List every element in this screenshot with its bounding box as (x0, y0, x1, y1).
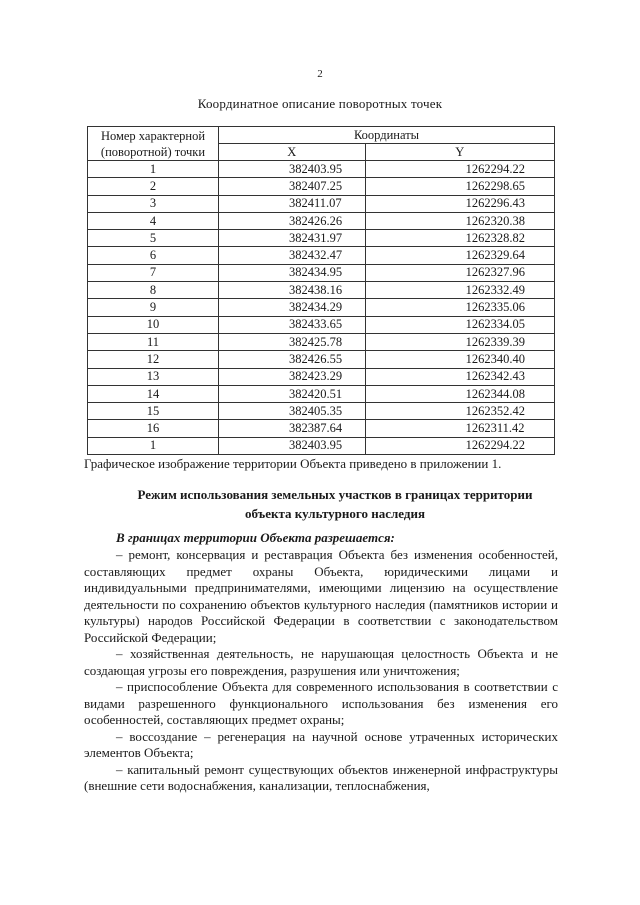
y-coordinate-cell: 1262294.22 (365, 437, 554, 454)
section-title-line1: Режим использования земельных участков в границах территории (137, 487, 533, 502)
x-coordinate-cell: 382423.29 (219, 368, 366, 385)
point-number-cell: 14 (88, 385, 219, 402)
point-number-cell: 1 (88, 437, 219, 454)
point-number-cell: 10 (88, 316, 219, 333)
y-coordinate-cell: 1262332.49 (365, 282, 554, 299)
table-row (88, 282, 555, 299)
section-title (0, 485, 640, 523)
table-title: Координатное описание поворотных точек (197, 96, 443, 111)
x-coordinate-cell: 382403.95 (219, 161, 366, 178)
point-number-cell: 16 (88, 420, 219, 437)
y-coordinate-cell: 1262334.05 (365, 316, 554, 333)
table-row (88, 403, 555, 420)
x-coordinate-cell: 382425.78 (219, 333, 366, 350)
point-number-cell: 9 (88, 299, 219, 316)
y-coordinate-cell: 1262296.43 (365, 195, 554, 212)
table-row (88, 420, 555, 437)
y-coordinate-cell: 1262329.64 (365, 247, 554, 264)
table-row (88, 264, 555, 281)
table-row (88, 316, 555, 333)
table-row (88, 351, 555, 368)
y-coordinate-cell: 1262352.42 (365, 403, 554, 420)
x-coordinate-cell: 382434.29 (219, 299, 366, 316)
table-row (88, 161, 555, 178)
allowed-list (84, 547, 558, 795)
table-row (88, 385, 555, 402)
header-coordinates: Координаты (219, 127, 555, 144)
point-number-cell: 8 (88, 282, 219, 299)
point-number-cell: 5 (88, 230, 219, 247)
x-coordinate-cell: 382426.55 (219, 351, 366, 368)
y-coordinate-cell: 1262320.38 (365, 212, 554, 229)
y-coordinate-cell: 1262339.39 (365, 333, 554, 350)
page-number: 2 (317, 68, 323, 80)
y-coordinate-cell: 1262298.65 (365, 178, 554, 195)
x-coordinate-cell: 382403.95 (219, 437, 366, 454)
table-row (88, 299, 555, 316)
table-row (88, 437, 555, 454)
x-coordinate-cell: 382387.64 (219, 420, 366, 437)
y-coordinate-cell: 1262340.40 (365, 351, 554, 368)
point-number-cell: 1 (88, 161, 219, 178)
paragraph-economic: – хозяйственная деятельность, не нарушающая целостность Объекта и не создающая угрозы его повреждения, разрушения или уничтожения; (84, 646, 558, 678)
y-coordinate-cell: 1262342.43 (365, 368, 554, 385)
table-row (88, 178, 555, 195)
paragraph-capital-repair: – капитальный ремонт существующих объектов инженерной инфраструктуры (внешние сети водоснабжения, канализации, теплоснабжения, (84, 761, 558, 793)
y-coordinate-cell: 1262311.42 (365, 420, 554, 437)
point-number-cell: 6 (88, 247, 219, 264)
y-coordinate-cell: 1262335.06 (365, 299, 554, 316)
x-coordinate-cell: 382426.26 (219, 212, 366, 229)
table-row (88, 247, 555, 264)
paragraph-repair: – ремонт, консервация и реставрация Объекта без изменения особенностей, составляющих предмет охраны Объекта, юридическими лицами и индивидуальными предпринимателями, имеющими лицензию на осуществление деятельности по сохранению объектов культурного наследия (памятников истории и культуры) народов Российской Федерации в соответствии с законодательством Российской Федерации; (84, 547, 558, 645)
header-x: X (219, 144, 366, 161)
y-coordinate-cell: 1262328.82 (365, 230, 554, 247)
point-number-cell: 2 (88, 178, 219, 195)
x-coordinate-cell: 382434.95 (219, 264, 366, 281)
x-coordinate-cell: 382420.51 (219, 385, 366, 402)
table-row (88, 368, 555, 385)
point-number-cell: 4 (88, 212, 219, 229)
paragraph-recreation: – воссоздание – регенерация на научной основе утраченных исторических элементов Объекта; (84, 728, 558, 760)
section-title-line2: объекта культурного наследия (245, 506, 425, 521)
point-number-cell: 13 (88, 368, 219, 385)
x-coordinate-cell: 382432.47 (219, 247, 366, 264)
x-coordinate-cell: 382405.35 (219, 403, 366, 420)
graphic-note: Графическое изображение территории Объекта приведено в приложении 1. (84, 456, 502, 471)
x-coordinate-cell: 382431.97 (219, 230, 366, 247)
allowed-heading: В границах территории Объекта разрешается: (116, 530, 395, 545)
point-number-cell: 15 (88, 403, 219, 420)
point-number-cell: 7 (88, 264, 219, 281)
y-coordinate-cell: 1262327.96 (365, 264, 554, 281)
header-point-number: Номер характерной (поворотной) точки (88, 127, 219, 161)
x-coordinate-cell: 382411.07 (219, 195, 366, 212)
y-coordinate-cell: 1262344.08 (365, 385, 554, 402)
point-number-cell: 12 (88, 351, 219, 368)
table-row (88, 333, 555, 350)
paragraph-adaptation: – приспособление Объекта для современного использования в соответствии с видами разрешенного функционального использования без изменения его особенностей, составляющих предмет охраны; (84, 679, 558, 727)
table-row (88, 212, 555, 229)
table-row (88, 230, 555, 247)
x-coordinate-cell: 382433.65 (219, 316, 366, 333)
header-y: Y (365, 144, 554, 161)
x-coordinate-cell: 382407.25 (219, 178, 366, 195)
y-coordinate-cell: 1262294.22 (365, 161, 554, 178)
point-number-cell: 3 (88, 195, 219, 212)
x-coordinate-cell: 382438.16 (219, 282, 366, 299)
coordinates-table (87, 126, 555, 455)
table-row (88, 195, 555, 212)
point-number-cell: 11 (88, 333, 219, 350)
